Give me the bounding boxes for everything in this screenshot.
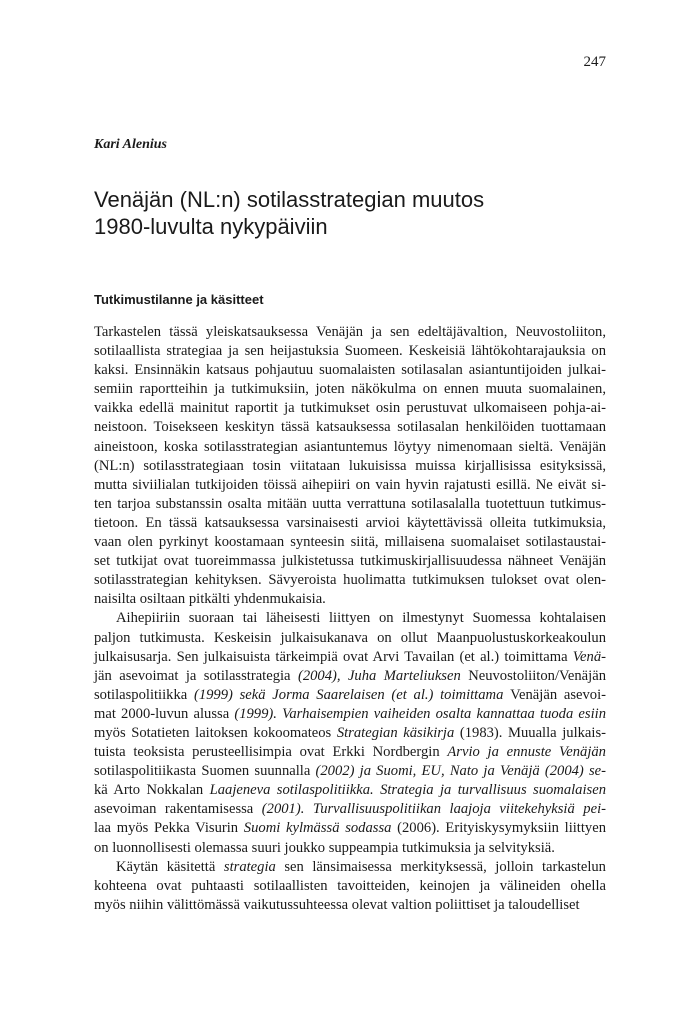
text-run: julkaisusarja. Sen julkaisuista tärkeimpiä ovat Arvi Tavailan (et al.) toimittama [94,648,573,665]
italic-title: (1999) sekä Jorma Saarelaisen (et al.) toimittama [187,686,511,703]
text-run: vaikka edellä mainitut raportit ja tutkimukset osin perustuvat ulkomaiseen pohja-ai- [94,400,606,417]
text-line [94,590,606,609]
text-line [94,418,606,437]
italic-title: (2004), Juha Marteliuksen [290,667,469,684]
text-run: Neuvostoliiton/Venäjän [468,667,606,684]
text-line [94,743,606,762]
text-line [94,724,606,743]
text-run: kaksi. Ensinnäkin katsaus pohjautuu suomalaisten sotilasalan asiantuntijoiden julkai- [94,362,606,379]
text-line [94,800,606,819]
text-line [94,705,606,724]
text-line [94,552,606,571]
text-line [94,476,606,495]
italic-title: (1999). Varhaisempien vaiheiden osalta kannattaa tuoda esiin [229,705,606,722]
text-line [94,667,606,686]
text-line [94,609,606,628]
paragraph [94,858,606,915]
text-line [94,629,606,648]
text-run: sen länsimaisessa merkityksessä, jolloin tarkastelun [275,858,606,875]
text-run: Tarkastelen tässä yleiskatsauksessa Venäjän ja sen edeltäjävaltion, Neuvostoliiton, [94,324,606,340]
text-run: myös niihin välittömässä vaikutussuhteessa olevat valtion poliittiset ja taloudelliset [94,896,580,913]
text-run: sotilaspolitiikasta Suomen suunnalla [94,763,311,780]
text-run: Käytän käsitettä [116,858,224,875]
text-run: kohteena ovat puhtaasti sotilaallisten tavoitteiden, keinojen ja välineiden ohella [94,877,606,894]
text-run: myös Sotatieten laitoksen kokoomateos [94,724,337,741]
text-run: on luonnollisesti olemassa suuri joukko suppeampia tutkimuksia ja selvityksiä. [94,839,555,856]
text-line [94,686,606,705]
text-line [94,648,606,667]
text-run: sotilasstrategian kehityksen. Sävyeroista huolimatta tutkimuksen tulokset ovat olen- [94,572,606,589]
text-run: mat 2000-luvun alussa [94,705,230,722]
text-run: (2006). Erityiskysymyksiin liittyen [391,820,606,837]
text-run: paljon tutkimusta. Keskeisin julkaisukanava on ollut Maanpuolustuskorkeakoulun [94,629,606,646]
text-run: laa myös Pekka Visurin [94,820,244,837]
title-line: 1980-luvulta nykypäiviin [94,214,328,239]
italic-title: Venä- [572,648,606,665]
italic-title: Suomi kylmässä sodassa [243,820,392,837]
text-run: asevoiman rakentamisessa [94,801,254,818]
text-run: vaan olen pyrkinyt koostamaan synteesin siitä, millaisena suomalaiset sotilastaustai- [94,534,606,551]
text-line [94,819,606,838]
text-run: Aihepiiriin suoraan tai läheisesti liittyen on ilmestynyt Suomessa kohtalaisen [116,610,606,627]
text-run: jän asevoimat ja sotilasstrategia [94,667,291,684]
article-title [94,186,614,240]
italic-title: Strategian käsikirja [336,724,455,741]
text-run: kä Arto Nokkalan [94,782,210,799]
body-text [94,323,606,915]
text-run: tietoon. En tässä katsauksessa varsinaisesti arvioi käytettävissä olleita tutkimuksia, [94,514,606,531]
text-line [94,399,606,418]
text-line [94,781,606,800]
page-number: 247 [583,54,606,70]
text-line [94,457,606,476]
section-heading: Tutkimustilanne ja käsitteet [94,292,264,307]
text-run: tuista teoksista perusteellisimpia ovat Erkki Nordbergin [94,744,448,761]
text-run: (1983). Muualla julkais- [454,724,607,741]
text-run: aineistoon, koska sotilasstrategian asiantuntemus löytyy nimenomaan sieltä. Venäjän [94,438,606,455]
italic-title: (2002) ja Suomi, EU, Nato ja Venäjä (2004) se- [310,763,606,780]
title-line: Venäjän (NL:n) sotilasstrategian muutos [94,187,485,212]
text-line [94,438,606,457]
text-line [94,323,606,342]
italic-title: Arvio ja ennuste Venäjän [447,744,606,761]
text-line [94,380,606,399]
text-run: mutta siviilialan tutkijoiden töissä aihepiiri on vain hyvin rajatusti esillä. Ne eivät si- [94,476,606,493]
text-run: set tutkijat ovat tuoreimmassa julkistetussa tutkimuskirjallisuudessa nähneet Venäjän [94,553,606,570]
italic-title: strategia [223,858,276,875]
text-line [94,762,606,781]
text-line [94,361,606,380]
text-run: sotilaspolitiikka [94,686,188,703]
italic-title: Laajeneva sotilaspolitiikka. Strategia ja turvallisuus suomalaisen [209,782,606,799]
text-line [94,839,606,858]
text-line [94,495,606,514]
text-line [94,533,606,552]
text-line [94,858,606,877]
text-line [94,896,606,915]
text-run: semiin raportteihin ja tutkimuksiin, joten näkökulma on ennen muuta suomalainen, [94,381,606,398]
text-line [94,514,606,533]
text-line [94,342,606,361]
text-line [94,571,606,590]
text-line [94,877,606,896]
text-run: naisilta osiltaan pitkälti yhdenmukaisia. [94,591,326,608]
text-run: sotilaallista strategiaa ja sen heijastuksia Suomeen. Keskeisiä lähtökohtarajauksia on [94,343,606,360]
author-name: Kari Alenius [94,137,168,152]
paragraph [94,323,606,609]
italic-title: (2001). Turvallisuuspolitiikan laajoja viitekehyksiä pei- [253,801,606,818]
text-run: Venäjän asevoi- [510,686,606,703]
text-run: (NL:n) sotilasstrategiaan tosin viitataan lukuisissa muissa kirjallisissa esityksissä, [94,457,606,474]
paragraph [94,609,606,857]
text-run: neistoon. Toisekseen keskityn tässä katsauksessa sotilasalan henkilöiden tuottamaan [94,419,606,436]
text-run: ten tarjoa substanssin osalta mitään uutta verrattuna sotilasalalla tuotettuun tutkimus- [94,495,606,512]
